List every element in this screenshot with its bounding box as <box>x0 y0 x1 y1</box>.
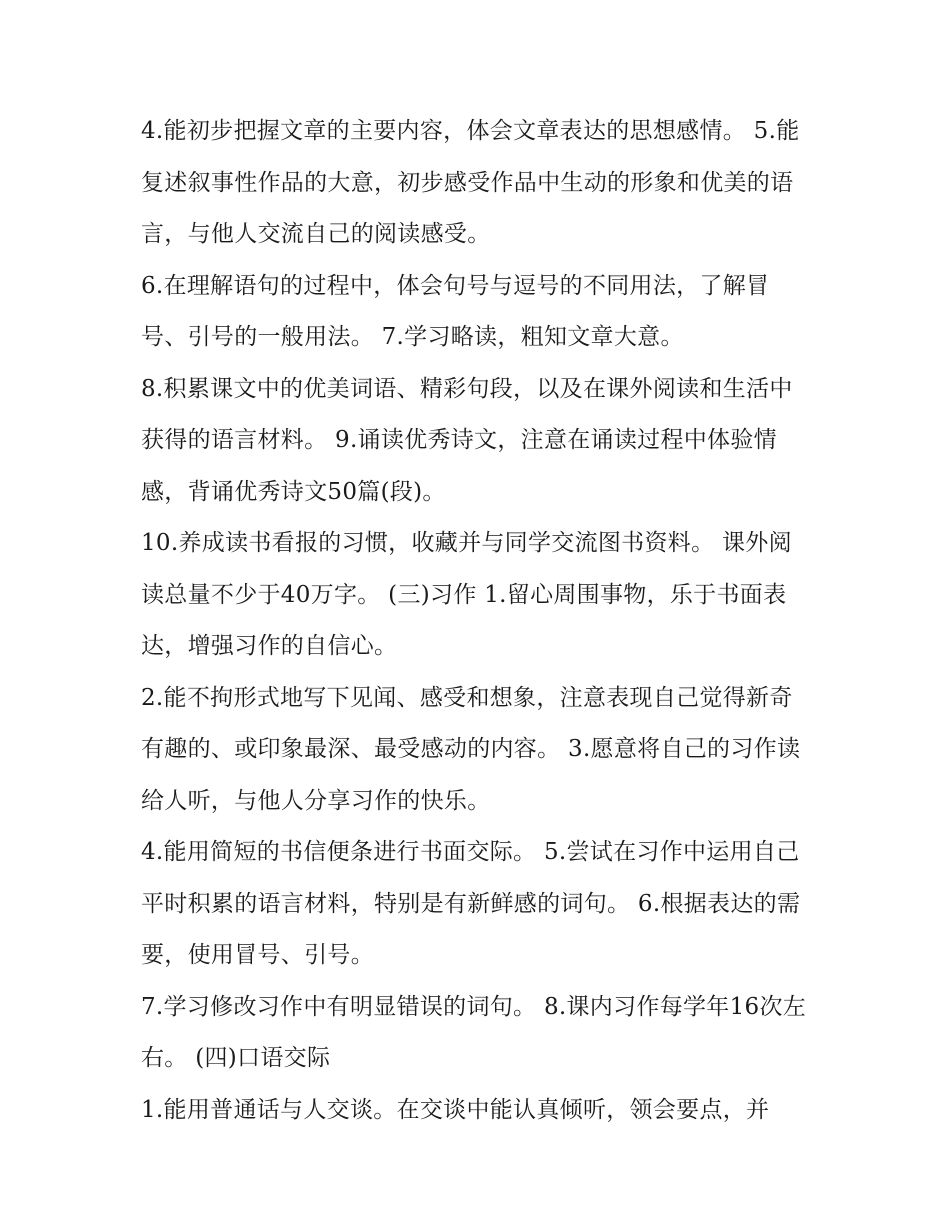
paragraph-reading-goals-8-9: 8.积累课文中的优美词语、精彩句段，以及在课外阅读和生活中获得的语言材料。 9.诵读优秀诗文，注意在诵读过程中体验情感，背诵优秀诗文50篇(段)。 <box>141 375 793 505</box>
paragraph-writing-goals-2-3: 2.能不拘形式地写下见闻、感受和想象，注意表现自己觉得新奇有趣的、或印象最深、最受感动的内容。 3.愿意将自己的习作读给人听，与他人分享习作的快乐。 <box>141 684 801 814</box>
paragraph-reading-goal-10-writing-1: 10.养成读书看报的习惯，收藏并与同学交流图书资料。 课外阅读总量不少于40万字。 (三)习作 1.留心周围事物，乐于书面表达，增强习作的自信心。 <box>141 530 792 659</box>
paragraph-oral-communication-1: 1.能用普通话与人交谈。在交谈中能认真倾听，领会要点，并 <box>141 1096 770 1123</box>
paragraph-writing-goals-7-8: 7.学习修改习作中有明显错误的词句。 8.课内习作每学年16次左右。 (四)口语交际 <box>141 993 807 1071</box>
paragraph-reading-goals-6-7: 6.在理解语句的过程中，体会句号与逗号的不同用法，了解冒号、引号的一般用法。 7.学习略读，粗知文章大意。 <box>141 272 770 350</box>
paragraph-writing-goals-4-6: 4.能用简短的书信便条进行书面交际。 5.尝试在习作中运用自己平时积累的语言材料，特别是有新鲜感的词句。 6.根据表达的需要，使用冒号、引号。 <box>141 839 801 968</box>
paragraph-reading-goals-4-5: 4.能初步把握文章的主要内容，体会文章表达的思想感情。 5.能复述叙事性作品的大意，初步感受作品中生动的形象和优美的语言，与他人交流自己的阅读感受。 <box>141 118 800 247</box>
document-body <box>141 106 813 1136</box>
